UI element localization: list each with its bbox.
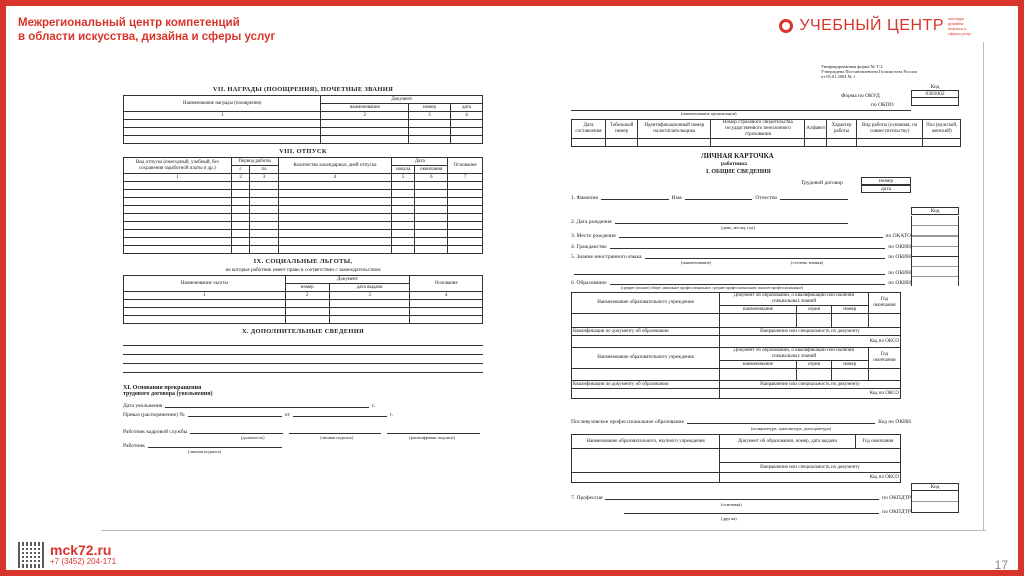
- pg-okso: Код по ОКСО: [720, 473, 901, 483]
- edu-col-doc: Документ об образовании, о квалификации или наличии специальных знаний: [720, 293, 869, 306]
- birthdate-field: 2. Дата рождения: [571, 216, 851, 225]
- page-edge-bottom: [101, 530, 986, 531]
- vac-col-date: Дата: [392, 158, 448, 166]
- vac-num: 1: [124, 174, 232, 182]
- ben-col-name: Наименование льготы: [124, 276, 286, 292]
- contract-label: Трудовой договор: [801, 180, 843, 186]
- awards-col-num: номер: [408, 104, 450, 112]
- kod-header: Код: [911, 207, 959, 215]
- ben-num: 4: [410, 292, 483, 300]
- order-field: Приказ (распоряжение) № от г.: [123, 412, 393, 418]
- org-title-line1: Межрегиональный центр компетенций: [18, 17, 240, 29]
- vac-num: 6: [415, 174, 448, 182]
- org-title: [18, 16, 275, 44]
- vac-num: 4: [278, 174, 392, 182]
- postgrad-caption: (аспирантура, адъюнктура, докторантура): [751, 426, 832, 431]
- okpo-label: по ОКПО: [871, 102, 894, 108]
- postgrad-field: Послевузовское профессиональное образование Код по ОКИН: [571, 419, 911, 425]
- vac-col-start: начала: [392, 166, 415, 174]
- edu2-col-docname: наименование: [720, 361, 797, 369]
- brand-logo: [779, 16, 978, 36]
- hr-captions: (должность) (личная подпись) (расшифровка подписи): [240, 435, 456, 440]
- employee-field: Работник: [123, 440, 285, 449]
- extra-line: [123, 337, 483, 346]
- section9-subtitle: на которые работник имеет право в соответствии с законодательством: [225, 267, 381, 273]
- okin-field: по ОКИН: [571, 267, 911, 276]
- pg-col-year: Год окончания: [855, 435, 900, 449]
- pg-spec-label: Направление или специальность по документу: [720, 463, 901, 473]
- vac-col-from: с: [231, 166, 250, 174]
- edu2-spec-label: Направление или специальность по документу: [720, 381, 901, 389]
- hr-worker-field: Работник кадровой службы: [123, 426, 483, 435]
- vac-num: 3: [250, 174, 278, 182]
- card-subtitle: работника: [721, 161, 748, 167]
- awards-col-date: дата: [451, 104, 483, 112]
- edu2-col-year: Год окончания: [868, 348, 900, 369]
- birthdate-caption: (день, месяц, год): [721, 225, 755, 230]
- col-character: Характер работы: [827, 120, 857, 139]
- postgrad-table: [571, 434, 901, 483]
- citizenship-field: 4. Гражданство по ОКИН: [571, 244, 911, 250]
- contract-date: дата: [861, 185, 911, 193]
- awards-num: 2: [321, 112, 409, 120]
- phone-number: +7 (3452) 204-171: [50, 557, 117, 566]
- edu2-col-doc: Документ об образовании, о квалификации или наличии специальных знаний: [720, 348, 869, 361]
- ben-col-basis: Основание: [410, 276, 483, 292]
- awards-col-doc: Документ: [321, 96, 483, 104]
- vac-col-type: Вид отпуска (ежегодный, учебный, без сохранения заработной платы и др.): [124, 158, 232, 174]
- profession2-field: по ОКПДТР: [621, 506, 911, 515]
- profession-field: 7. Профессия по ОКПДТР: [571, 495, 911, 501]
- card-title: ЛИЧНАЯ КАРТОЧКА: [701, 152, 774, 160]
- org-title-line2: в области искусства, дизайна и сферы услуг: [18, 31, 276, 43]
- edu2-okso: Код по ОКСО: [720, 389, 901, 399]
- edu2-col-series: серия: [797, 361, 832, 369]
- col-sex: Пол (мужской, женский): [923, 120, 961, 139]
- awards-col-docname: наименование: [321, 104, 409, 112]
- ben-col-num: номер: [285, 284, 329, 292]
- okud-label: Форма по ОКУД: [841, 93, 880, 99]
- section8-title: VIII. ОТПУСК: [279, 148, 327, 155]
- col-alpha: Алфавит: [805, 120, 827, 139]
- form-approval: Унифицированная форма № Т-2 Утверждена Постановлением Госкомстата России от 05.01.2004 № 1: [821, 64, 917, 79]
- col-worktype: Вид работы (основная, по совместительству): [856, 120, 922, 139]
- vac-col-basis: Основание: [448, 158, 483, 174]
- awards-num: 3: [408, 112, 450, 120]
- awards-table: [123, 95, 483, 144]
- education-field: 6. Образование по ОКИН: [571, 280, 911, 286]
- col-snils: Номер страхового свидетельства государственного пенсионного страхования: [711, 120, 805, 139]
- kod-column: [911, 216, 959, 286]
- edu2-col-inst: Наименование образовательного учреждения: [572, 348, 720, 369]
- pg-col-inst: Наименование образовательного, научного учреждения: [572, 435, 720, 449]
- extra-line: [123, 355, 483, 364]
- extra-line: [123, 364, 483, 373]
- vac-num: 2: [231, 174, 250, 182]
- edu-spec-label: Направление или специальность по документу: [720, 328, 901, 336]
- awards-num: 1: [124, 112, 321, 120]
- col-inn: Идентификационный номер налогоплательщика: [638, 120, 711, 139]
- org-caption: (наименование организации): [681, 111, 737, 116]
- edu-col-year: Год окончания: [868, 293, 900, 314]
- awards-num: 4: [451, 112, 483, 120]
- edu-qual-label: Квалификация по документу об образовании: [572, 328, 720, 336]
- surname-field: 1. Фамилия Имя Отчество: [571, 192, 851, 201]
- language-caption1: (наименование): [681, 260, 712, 265]
- contract-num: номер: [861, 177, 911, 185]
- profession-caption2: (другая): [721, 516, 737, 521]
- awards-col-name: Наименование награды (поощрения): [124, 96, 321, 112]
- ben-num: 2: [285, 292, 329, 300]
- brand-tagline: колледж дизайна бизнеса и сферы услуг: [948, 16, 972, 36]
- okud-code: 0301002: [911, 90, 959, 98]
- education-table: [571, 292, 901, 399]
- vac-col-period: Период работы: [231, 158, 278, 166]
- okpo-code: [911, 98, 959, 106]
- vac-num: 5: [392, 174, 415, 182]
- extra-line: [123, 346, 483, 355]
- header-codes-table: [571, 119, 961, 147]
- col-tabnum: Табельный номер: [605, 120, 637, 139]
- vac-col-end: окончания: [415, 166, 448, 174]
- section7-title: VII. НАГРАДЫ (ПООЩРЕНИЯ), ПОЧЕТНЫЕ ЗВАНИЯ: [212, 86, 394, 93]
- qr-code-icon: [18, 542, 44, 568]
- profession-caption1: (основная): [721, 502, 742, 507]
- education-caption: (среднее (полное) общее, начальное профессиональное, среднее профессиональное, высшее профессиональное): [621, 286, 804, 290]
- language-field: 5. Знание иностранного языка по ОКИН: [571, 254, 911, 260]
- pg-col-doc: Документ об образовании, номер, дата выдачи: [720, 435, 856, 449]
- section10-title: X. ДОПОЛНИТЕЛЬНЫЕ СВЕДЕНИЯ: [241, 328, 365, 335]
- vac-num: 7: [448, 174, 483, 182]
- ben-col-date: дата выдачи: [330, 284, 410, 292]
- card-back-page: [123, 82, 483, 454]
- site-link[interactable]: mck72.ru: [50, 542, 112, 558]
- slide-number: 17: [994, 558, 1008, 572]
- edu-col-num: номер: [831, 306, 868, 314]
- brand-name: УЧЕБНЫЙ ЦЕНТР: [799, 17, 944, 34]
- page-edge-right: [983, 42, 984, 530]
- section1-title: I. ОБЩИЕ СВЕДЕНИЯ: [706, 169, 771, 175]
- birthplace-field: 3. Место рождения по ОКАТО: [571, 233, 911, 239]
- section11-subtitle: трудового договора (увольнения): [123, 391, 213, 397]
- ben-col-doc: Документ: [285, 276, 410, 284]
- edu-col-docname: наименование: [720, 306, 797, 314]
- edu-okso: Код по ОКСО: [720, 336, 901, 348]
- kod-column-2: [911, 491, 959, 513]
- vacation-table: [123, 157, 483, 254]
- edu-col-series: серия: [797, 306, 832, 314]
- employee-caption: (личная подпись): [188, 449, 222, 454]
- vac-col-to: по: [250, 166, 278, 174]
- edu-col-inst: Наименование образовательного учреждения: [572, 293, 720, 314]
- code-box: Код 0301002: [911, 84, 959, 106]
- document-scan: [101, 42, 986, 532]
- vac-col-days: Количество календарных дней отпуска: [278, 158, 392, 174]
- footer-contacts: [18, 542, 116, 568]
- ben-num: 3: [330, 292, 410, 300]
- col-date: Дата составления: [572, 120, 606, 139]
- brand-circle-icon: [779, 19, 793, 33]
- benefits-table: [123, 275, 483, 324]
- ben-num: 1: [124, 292, 286, 300]
- edu2-qual-label: Квалификация по документу об образовании: [572, 381, 720, 389]
- kod-header-2: Код: [911, 483, 959, 491]
- section11-title: XI. Основания прекращения: [123, 385, 202, 391]
- language-caption2: (степень знания): [791, 260, 824, 265]
- edu2-col-num: номер: [831, 361, 868, 369]
- dismiss-date-field: Дата увольнения г.: [123, 403, 375, 409]
- org-line: [571, 110, 911, 111]
- section9-title: IX. СОЦИАЛЬНЫЕ ЛЬГОТЫ,: [253, 258, 353, 265]
